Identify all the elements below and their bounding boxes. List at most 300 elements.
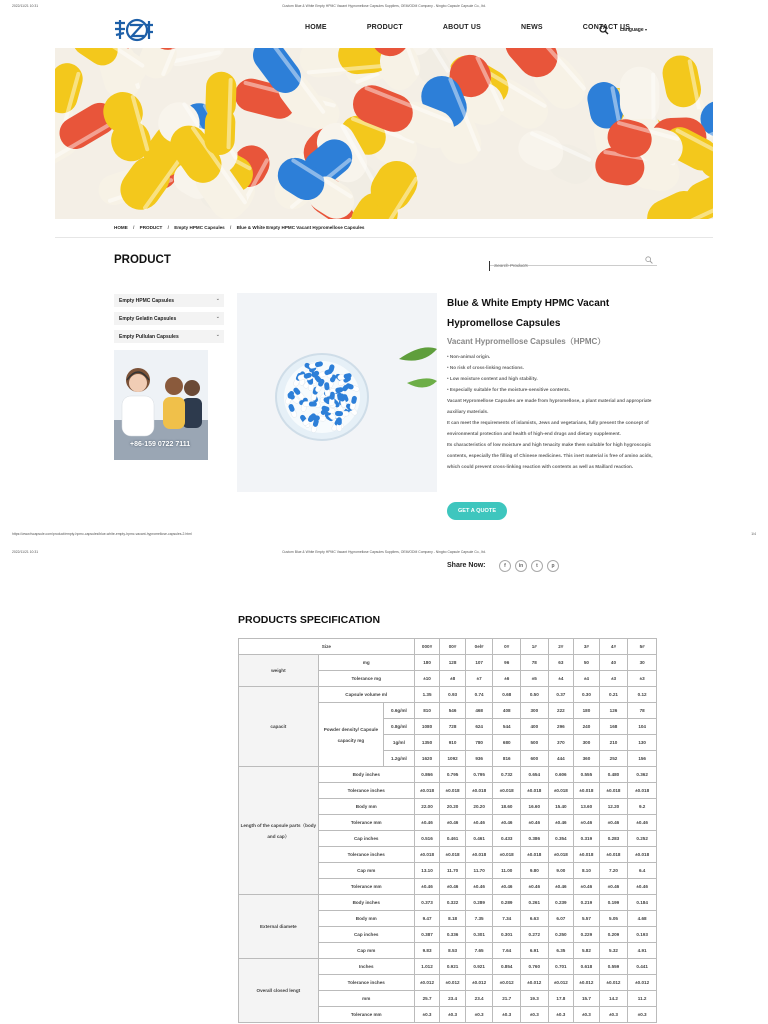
table-cell: ±0.46: [521, 815, 549, 831]
table-cell: ±0.46: [465, 879, 493, 895]
search-icon[interactable]: [645, 256, 653, 264]
linkedin-icon[interactable]: in: [515, 560, 527, 572]
table-header-cell: 00#: [440, 639, 466, 655]
table-cell: 130: [628, 735, 657, 751]
table-header-cell: 0#: [493, 639, 521, 655]
feature-item: • Low moisture content and high stability.: [447, 376, 538, 381]
table-cell: 296: [548, 719, 574, 735]
row-label-cell: Tolerance mm: [318, 1007, 414, 1023]
table-cell: 0.199: [599, 895, 628, 911]
table-cell: ±0.012: [440, 975, 466, 991]
row-label-cell: Cap mm: [318, 943, 414, 959]
table-cell: ±0.018: [599, 847, 628, 863]
table-cell: 23.4: [465, 991, 493, 1007]
twitter-icon[interactable]: t: [531, 560, 543, 572]
table-header-cell: 3#: [574, 639, 600, 655]
table-row: [239, 655, 657, 671]
table-cell: 5.32: [599, 943, 628, 959]
table-cell: 0.74: [465, 687, 493, 703]
row-label-cell: Cap inches: [318, 831, 414, 847]
table-cell: 0.336: [440, 927, 466, 943]
table-cell: 546: [440, 703, 466, 719]
table-cell: 444: [548, 751, 574, 767]
table-cell: 107: [465, 655, 493, 671]
table-cell: 104: [628, 719, 657, 735]
nav-about-us[interactable]: ABOUT US: [442, 24, 481, 31]
table-cell: 1350: [414, 735, 440, 751]
table-cell: ±0.012: [414, 975, 440, 991]
table-cell: ±0.46: [521, 879, 549, 895]
table-cell: ±0.3: [493, 1007, 521, 1023]
table-cell: 128: [440, 655, 466, 671]
table-header-cell: 000#: [414, 639, 440, 655]
table-cell: 156: [628, 751, 657, 767]
sidebar-item-label: Empty Gelatin Capsules: [119, 316, 177, 322]
table-cell: 30: [628, 655, 657, 671]
table-cell: ±0.018: [574, 783, 600, 799]
table-cell: 6.4: [628, 863, 657, 879]
print-datetime: 2022/11/21 10:31: [12, 4, 39, 8]
table-cell: 0.322: [440, 895, 466, 911]
table-cell: 0.21: [599, 687, 628, 703]
table-cell: 0.289: [465, 895, 493, 911]
table-cell: ±0.3: [465, 1007, 493, 1023]
table-cell: 12.20: [599, 799, 628, 815]
table-cell: 1620: [414, 751, 440, 767]
table-cell: 500: [521, 735, 549, 751]
table-cell: 468: [465, 703, 493, 719]
product-search: [489, 254, 657, 266]
table-cell: 7.64: [493, 943, 521, 959]
table-cell: ±0.46: [548, 815, 574, 831]
row-label-cell: Body mm: [318, 799, 414, 815]
table-cell: ±0.012: [548, 975, 574, 991]
feature-item: • No risk of cross-linking reactions.: [447, 365, 524, 370]
table-cell: 20.20: [440, 799, 466, 815]
company-logo[interactable]: [112, 17, 154, 43]
table-cell: 13.10: [414, 863, 440, 879]
support-phone: +86-159 0722 7111: [130, 441, 191, 448]
table-cell: 0.289: [493, 895, 521, 911]
row-label-cell: mm: [318, 991, 414, 1007]
table-cell: 0.319: [574, 831, 600, 847]
table-cell: 6.35: [548, 943, 574, 959]
table-cell: 780: [465, 735, 493, 751]
table-cell: 0.354: [548, 831, 574, 847]
row-label-cell: Tolerance mm: [318, 815, 414, 831]
row-label-cell: 1g/ml: [384, 735, 415, 751]
table-cell: 222: [548, 703, 574, 719]
table-cell: 11.2: [628, 991, 657, 1007]
table-cell: 21.7: [493, 991, 521, 1007]
table-cell: ±0.018: [521, 847, 549, 863]
table-cell: 14.2: [599, 991, 628, 1007]
table-cell: 0.480: [599, 767, 628, 783]
specification-title: PRODUCTS SPECIFICATION: [238, 614, 381, 626]
table-cell: 0.559: [599, 959, 628, 975]
table-cell: 22.00: [414, 799, 440, 815]
chevron-down-icon: ⌄: [215, 296, 220, 302]
table-header-cell: Size: [239, 639, 415, 655]
table-cell: 17.8: [548, 991, 574, 1007]
sidebar-item-empty-pullulan-capsules[interactable]: [114, 330, 224, 343]
table-cell: 544: [493, 719, 521, 735]
table-cell: ±0.46: [493, 879, 521, 895]
top-nav: [0, 12, 768, 48]
table-cell: 0.250: [548, 927, 574, 943]
table-cell: 816: [493, 751, 521, 767]
table-cell: ±0.018: [628, 783, 657, 799]
table-cell: 1.012: [414, 959, 440, 975]
capsule-shape: [335, 411, 349, 416]
product-description-2: It can meet the requirements of islamists, Jews and vegetarians, fully present the concept of environmental protection and health of high-end drugs and dietary supplement.: [447, 420, 649, 436]
pinterest-icon[interactable]: p: [547, 560, 559, 572]
table-cell: 0.283: [599, 831, 628, 847]
table-cell: ±0.018: [493, 847, 521, 863]
product-subtitle: Vacant Hypromellose Capsules（HPMC）: [447, 337, 606, 346]
page-title: PRODUCT: [114, 254, 171, 266]
table-cell: 0.921: [465, 959, 493, 975]
table-cell: 1080: [414, 719, 440, 735]
feature-item: • Especially suitable for the moisture-sensitive contents.: [447, 387, 571, 392]
chevron-down-icon: ⌄: [215, 314, 220, 320]
table-cell: ±0.46: [628, 879, 657, 895]
table-cell: ±0.46: [548, 879, 574, 895]
table-cell: ±0.012: [599, 975, 628, 991]
table-cell: ±0.012: [465, 975, 493, 991]
table-cell: ±0.018: [440, 783, 466, 799]
table-cell: ±0.012: [574, 975, 600, 991]
table-cell: 0.37: [548, 687, 574, 703]
product-image: [237, 293, 437, 492]
table-cell: ±0.46: [599, 879, 628, 895]
hero-banner: [55, 48, 713, 219]
table-cell: 0.795: [440, 767, 466, 783]
table-cell: 23.4: [440, 991, 466, 1007]
table-cell: 7.34: [493, 911, 521, 927]
breadcrumb-current: Blue & White Empty HPMC Vacant Hypromellose Capsules: [236, 225, 365, 230]
table-cell: ±0.018: [628, 847, 657, 863]
breadcrumb-separator: /: [230, 225, 232, 230]
table-cell: ±10: [414, 671, 440, 687]
row-label-cell: Tolerance inches: [318, 783, 414, 799]
table-cell: 936: [465, 751, 493, 767]
capsule-shape: [204, 71, 237, 155]
table-cell: 0.921: [440, 959, 466, 975]
table-cell: ±0.3: [440, 1007, 466, 1023]
table-cell: 78: [628, 703, 657, 719]
table-cell: 300: [574, 735, 600, 751]
table-cell: 0.654: [521, 767, 549, 783]
table-cell: 7.35: [465, 911, 493, 927]
row-label-cell: mg: [318, 655, 414, 671]
print-footer: [0, 530, 768, 538]
table-cell: 0.193: [628, 927, 657, 943]
table-cell: 96: [493, 655, 521, 671]
product-description-1: Vacant Hypromellose Capsules are made from hypromellose, a plant material and appropriate auxiliary materials.: [447, 398, 652, 414]
language-label: Language: [620, 27, 644, 33]
table-cell: 680: [493, 735, 521, 751]
table-cell: 0.441: [628, 959, 657, 975]
table-cell: 7.20: [599, 863, 628, 879]
table-cell: ±0.46: [599, 815, 628, 831]
table-cell: 370: [548, 735, 574, 751]
row-label-cell: Inches: [318, 959, 414, 975]
sidebar-item-label: Empty Pullulan Capsules: [119, 334, 179, 340]
table-cell: 11.70: [440, 863, 466, 879]
table-cell: ±6: [493, 671, 521, 687]
table-cell: 0.209: [599, 927, 628, 943]
table-cell: 624: [465, 719, 493, 735]
divider: [55, 237, 713, 238]
product-features: [447, 351, 657, 395]
table-cell: 8.10: [574, 863, 600, 879]
table-cell: ±0.46: [628, 815, 657, 831]
table-cell: 0.362: [628, 767, 657, 783]
table-cell: 63: [548, 655, 574, 671]
table-cell: ±0.018: [440, 847, 466, 863]
capsule-bowl-image: [237, 293, 437, 492]
table-cell: 0.373: [414, 895, 440, 911]
table-cell: 0.606: [548, 767, 574, 783]
table-cell: ±0.3: [628, 1007, 657, 1023]
table-cell: ±0.018: [521, 783, 549, 799]
table-cell: 360: [574, 751, 600, 767]
table-cell: ±0.3: [414, 1007, 440, 1023]
table-cell: ±0.012: [521, 975, 549, 991]
table-cell: 910: [440, 735, 466, 751]
breadcrumb-separator: /: [133, 225, 135, 230]
table-cell: 0.461: [465, 831, 493, 847]
breadcrumb-separator: /: [167, 225, 169, 230]
table-cell: ±4: [574, 671, 600, 687]
row-label-cell: Tolerance inches: [318, 847, 414, 863]
group-label-cell: capacit: [239, 687, 319, 767]
table-cell: 600: [521, 751, 549, 767]
table-cell: 5.05: [599, 911, 628, 927]
table-cell: 9.83: [414, 943, 440, 959]
table-cell: ±0.46: [465, 815, 493, 831]
product-info: [447, 294, 657, 472]
table-cell: 0.301: [465, 927, 493, 943]
table-cell: 210: [599, 735, 628, 751]
table-header-cell: 4#: [599, 639, 628, 655]
nav-contact-us[interactable]: CONTACT US: [582, 24, 631, 31]
table-cell: ±5: [521, 671, 549, 687]
table-cell: 5.82: [574, 943, 600, 959]
row-label-cell: Body inches: [318, 767, 414, 783]
table-cell: 9.80: [521, 863, 549, 879]
table-cell: 9.00: [548, 863, 574, 879]
table-cell: 1.35: [414, 687, 440, 703]
nav-product[interactable]: PRODUCT: [366, 24, 403, 31]
table-header-cell: 2#: [548, 639, 574, 655]
print-page-number: 1/4: [751, 532, 756, 536]
table-cell: 0.461: [440, 831, 466, 847]
row-label-cell: 1.2g/ml: [384, 751, 415, 767]
language-select[interactable]: [620, 27, 647, 33]
table-cell: 0.795: [465, 767, 493, 783]
print-page-title: Custom Blue & White Empty HPMC Vacant Hypromellose Capsules Suppliers, OEM/ODM Company - Ningbo Capsule Capsule Co., ltd.: [282, 550, 486, 554]
row-label-cell: 0.8g/ml: [384, 719, 415, 735]
print-page-title: Custom Blue & White Empty HPMC Vacant Hypromellose Capsules Suppliers, OEM/ODM Company - Ningbo Capsule Capsule Co., ltd.: [282, 4, 486, 8]
table-cell: 0.433: [493, 831, 521, 847]
search-input[interactable]: [489, 261, 639, 271]
table-cell: ±0.018: [599, 783, 628, 799]
table-cell: 0.555: [574, 767, 600, 783]
nav-menu: [305, 24, 670, 31]
table-cell: ±0.3: [548, 1007, 574, 1023]
table-cell: ±0.018: [414, 847, 440, 863]
table-cell: ±0.018: [414, 783, 440, 799]
table-cell: 9.47: [414, 911, 440, 927]
table-cell: 0.854: [493, 959, 521, 975]
row-label-cell: Tolerance inches: [318, 975, 414, 991]
row-label-cell: Cap mm: [318, 863, 414, 879]
table-cell: ±0.012: [493, 975, 521, 991]
nav-home[interactable]: HOME: [305, 24, 327, 31]
table-cell: ±0.46: [414, 815, 440, 831]
table-cell: 728: [440, 719, 466, 735]
table-cell: 1092: [440, 751, 466, 767]
table-cell: 78: [521, 655, 549, 671]
table-cell: 168: [599, 719, 628, 735]
group-label-cell: weight: [239, 655, 319, 687]
table-cell: 0.701: [548, 959, 574, 975]
row-label-cell: Tolerance mm: [318, 879, 414, 895]
facebook-icon[interactable]: f: [499, 560, 511, 572]
table-cell: 180: [574, 703, 600, 719]
table-cell: 9.2: [628, 799, 657, 815]
row-label-cell: Powder density/ Capsule capacity mg: [318, 703, 383, 767]
table-cell: 6.63: [521, 911, 549, 927]
breadcrumb-category[interactable]: Empty HPMC Capsules: [174, 225, 225, 230]
table-cell: 0.252: [628, 831, 657, 847]
table-cell: 126: [599, 703, 628, 719]
table-cell: 0.68: [493, 687, 521, 703]
table-cell: 0.760: [521, 959, 549, 975]
get-a-quote-button[interactable]: GET A QUOTE: [447, 502, 507, 520]
table-cell: ±0.018: [465, 783, 493, 799]
table-cell: 0.30: [574, 687, 600, 703]
table-cell: 50: [574, 655, 600, 671]
table-cell: 0.866: [414, 767, 440, 783]
specification-table: [238, 638, 657, 1023]
row-label-cell: Cap inches: [318, 927, 414, 943]
table-cell: ±4: [548, 671, 574, 687]
table-cell: ±8: [440, 671, 466, 687]
table-cell: ±0.3: [574, 1007, 600, 1023]
share-label: Share Now:: [447, 562, 486, 569]
capsule-shape: [303, 402, 317, 407]
table-cell: 408: [493, 703, 521, 719]
print-header: [0, 546, 768, 556]
table-cell: ±3: [599, 671, 628, 687]
table-cell: 300: [521, 703, 549, 719]
table-cell: ±7: [465, 671, 493, 687]
table-cell: 0.229: [574, 927, 600, 943]
table-cell: 0.12: [628, 687, 657, 703]
breadcrumb: [114, 225, 364, 230]
table-cell: 0.50: [521, 687, 549, 703]
table-row: [239, 687, 657, 703]
table-cell: 240: [574, 719, 600, 735]
table-cell: 11.00: [493, 863, 521, 879]
table-cell: 0.387: [414, 927, 440, 943]
row-label-cell: Body mm: [318, 911, 414, 927]
table-cell: 11.70: [465, 863, 493, 879]
table-cell: 13.60: [574, 799, 600, 815]
table-cell: 0.184: [628, 895, 657, 911]
table-header-row: [239, 639, 657, 655]
table-header-cell: 5#: [628, 639, 657, 655]
table-cell: ±3: [628, 671, 657, 687]
table-cell: ±0.46: [493, 815, 521, 831]
table-cell: 6.07: [548, 911, 574, 927]
breadcrumb-home[interactable]: HOME: [114, 225, 128, 230]
product-description-3: Its characteristics of low moisture and high tenacity make them suitable for high hygroscopic contents, especially the filling of Chinese medicines. This inert material is free of amino acids, which could prevent cross-linking reaction with contents as well as Maillard reaction.: [447, 442, 653, 469]
table-cell: ±0.46: [440, 879, 466, 895]
table-cell: ±0.018: [548, 783, 574, 799]
table-cell: 19.3: [521, 991, 549, 1007]
customer-support-banner[interactable]: [114, 350, 208, 460]
table-cell: 25.7: [414, 991, 440, 1007]
table-cell: 0.93: [440, 687, 466, 703]
table-cell: 0.219: [574, 895, 600, 911]
table-cell: 15.7: [574, 991, 600, 1007]
row-label-cell: 0.6g/ml: [384, 703, 415, 719]
product-title: Blue & White Empty HPMC Vacant Hypromellose Capsules: [447, 298, 610, 329]
table-cell: ±0.018: [548, 847, 574, 863]
print-datetime: 2022/11/21 10:31: [12, 550, 39, 554]
table-cell: 40: [599, 655, 628, 671]
table-cell: 5.57: [574, 911, 600, 927]
caret-down-icon: ▾: [645, 27, 648, 32]
table-cell: 4.91: [628, 943, 657, 959]
table-cell: ±0.018: [574, 847, 600, 863]
table-cell: 400: [521, 719, 549, 735]
table-cell: 0.239: [548, 895, 574, 911]
table-cell: 8.18: [440, 911, 466, 927]
table-cell: 18.60: [493, 799, 521, 815]
row-label-cell: Body inches: [318, 895, 414, 911]
row-label-cell: Capsule volume ml: [318, 687, 414, 703]
search-icon[interactable]: [599, 25, 609, 35]
table-cell: 0.618: [574, 959, 600, 975]
sidebar-item-empty-gelatin-capsules[interactable]: [114, 312, 224, 325]
table-cell: 810: [414, 703, 440, 719]
table-header-cell: 0el#: [465, 639, 493, 655]
sidebar-item-label: Empty HPMC Capsules: [119, 298, 175, 304]
table-cell: ±0.46: [574, 815, 600, 831]
print-header: [0, 0, 768, 10]
table-cell: ±0.018: [493, 783, 521, 799]
table-cell: ±0.3: [521, 1007, 549, 1023]
table-cell: ±0.46: [414, 879, 440, 895]
table-cell: 16.60: [521, 799, 549, 815]
table-cell: 0.516: [414, 831, 440, 847]
table-cell: 252: [599, 751, 628, 767]
table-cell: 0.301: [493, 927, 521, 943]
nav-news[interactable]: NEWS: [520, 24, 543, 31]
table-cell: 20.20: [465, 799, 493, 815]
table-cell: 0.272: [521, 927, 549, 943]
sidebar-item-empty-hpmc-capsules[interactable]: [114, 294, 224, 307]
capsule-shape: [337, 417, 342, 431]
table-cell: 6.91: [521, 943, 549, 959]
breadcrumb-product[interactable]: PRODUCT: [139, 225, 163, 230]
group-label-cell: External diamete: [239, 895, 319, 959]
